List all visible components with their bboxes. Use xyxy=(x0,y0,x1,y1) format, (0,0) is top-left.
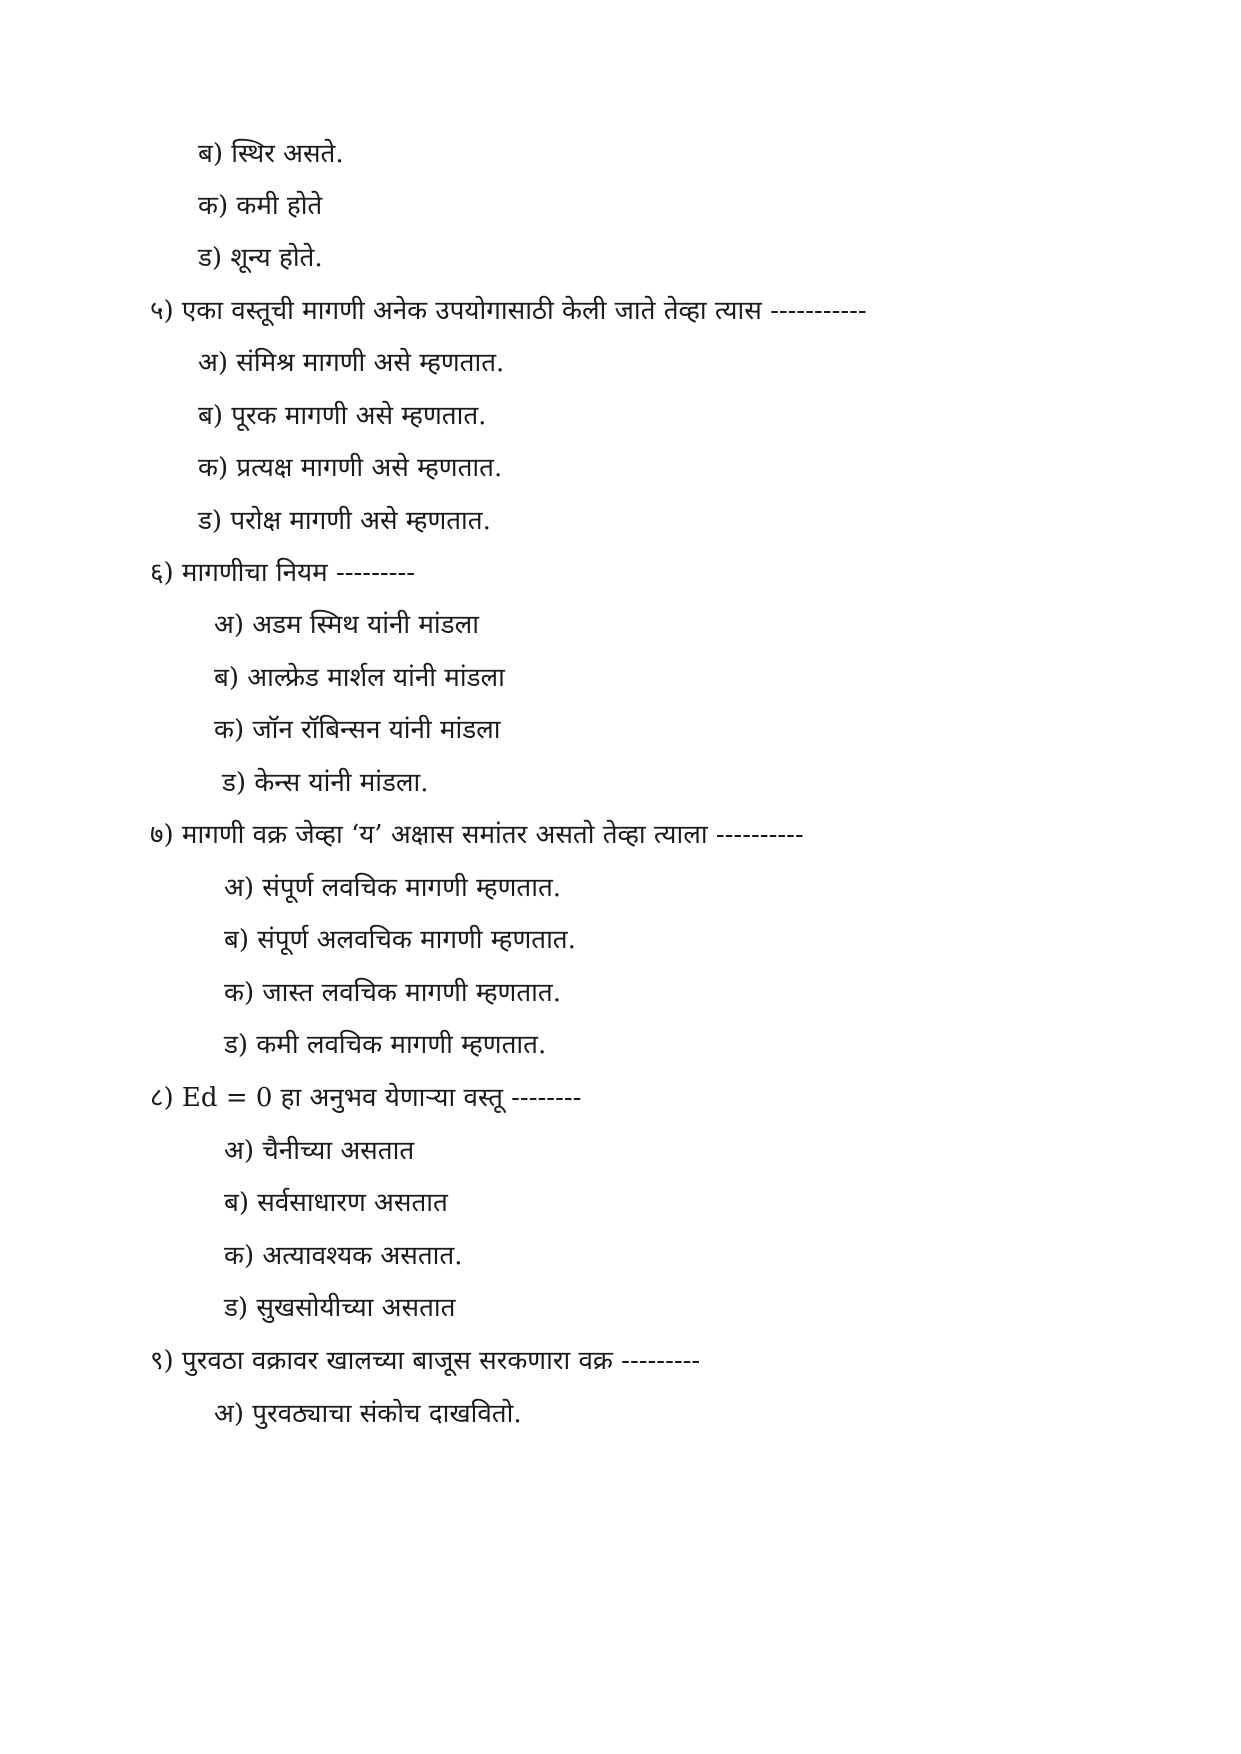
option-c-q6: क) जॉन रॉबिन्सन यांनी मांडला xyxy=(214,715,501,745)
option-d-q6: ड) केन्स यांनी मांडला. xyxy=(222,768,429,798)
option-b-q6: ब) आल्फ्रेड मार्शल यांनी मांडला xyxy=(214,663,505,693)
question-9: ९) पुरवठा वक्रावर खालच्या बाजूस सरकणारा वक्र --------- xyxy=(150,1346,701,1376)
option-a-q8: अ) चैनीच्या असतात xyxy=(224,1136,415,1166)
option-b-q5: ब) पूरक मागणी असे म्हणतात. xyxy=(198,401,487,431)
option-b-q8: ब) सर्वसाधारण असतात xyxy=(224,1188,448,1218)
option-d-q8: ड) सुखसोयीच्या असतात xyxy=(224,1293,456,1323)
option-d-q4: ड) शून्य होते. xyxy=(198,243,323,273)
option-c-q8: क) अत्यावश्यक असतात. xyxy=(224,1241,463,1271)
option-c-q4: क) कमी होते xyxy=(198,191,323,221)
option-d-q5: ड) परोक्ष मागणी असे म्हणतात. xyxy=(198,506,491,536)
option-b-q7: ब) संपूर्ण अलवचिक मागणी म्हणतात. xyxy=(224,925,576,955)
question-8: ८) Ed = 0 हा अनुभव येणाऱ्या वस्तू -------- xyxy=(150,1083,582,1113)
option-a-q6: अ) अडम स्मिथ यांनी मांडला xyxy=(214,610,479,640)
question-7: ७) मागणी वक्र जेव्हा ‘य’ अक्षास समांतर असतो तेव्हा त्याला ---------- xyxy=(150,820,804,850)
question-5: ५) एका वस्तूची मागणी अनेक उपयोगासाठी केली जाते तेव्हा त्यास ----------- xyxy=(150,296,867,326)
option-a-q7: अ) संपूर्ण लवचिक मागणी म्हणतात. xyxy=(224,873,562,903)
option-b-q4: ब) स्थिर असते. xyxy=(198,139,344,169)
option-c-q5: क) प्रत्यक्ष मागणी असे म्हणतात. xyxy=(198,453,503,483)
question-6: ६) मागणीचा नियम --------- xyxy=(150,558,416,588)
option-a-q5: अ) संमिश्र मागणी असे म्हणतात. xyxy=(198,348,505,378)
option-d-q7: ड) कमी लवचिक मागणी म्हणतात. xyxy=(224,1030,547,1060)
option-a-q9: अ) पुरवठ्याचा संकोच दाखवितो. xyxy=(214,1399,522,1429)
option-c-q7: क) जास्त लवचिक मागणी म्हणतात. xyxy=(224,978,561,1008)
